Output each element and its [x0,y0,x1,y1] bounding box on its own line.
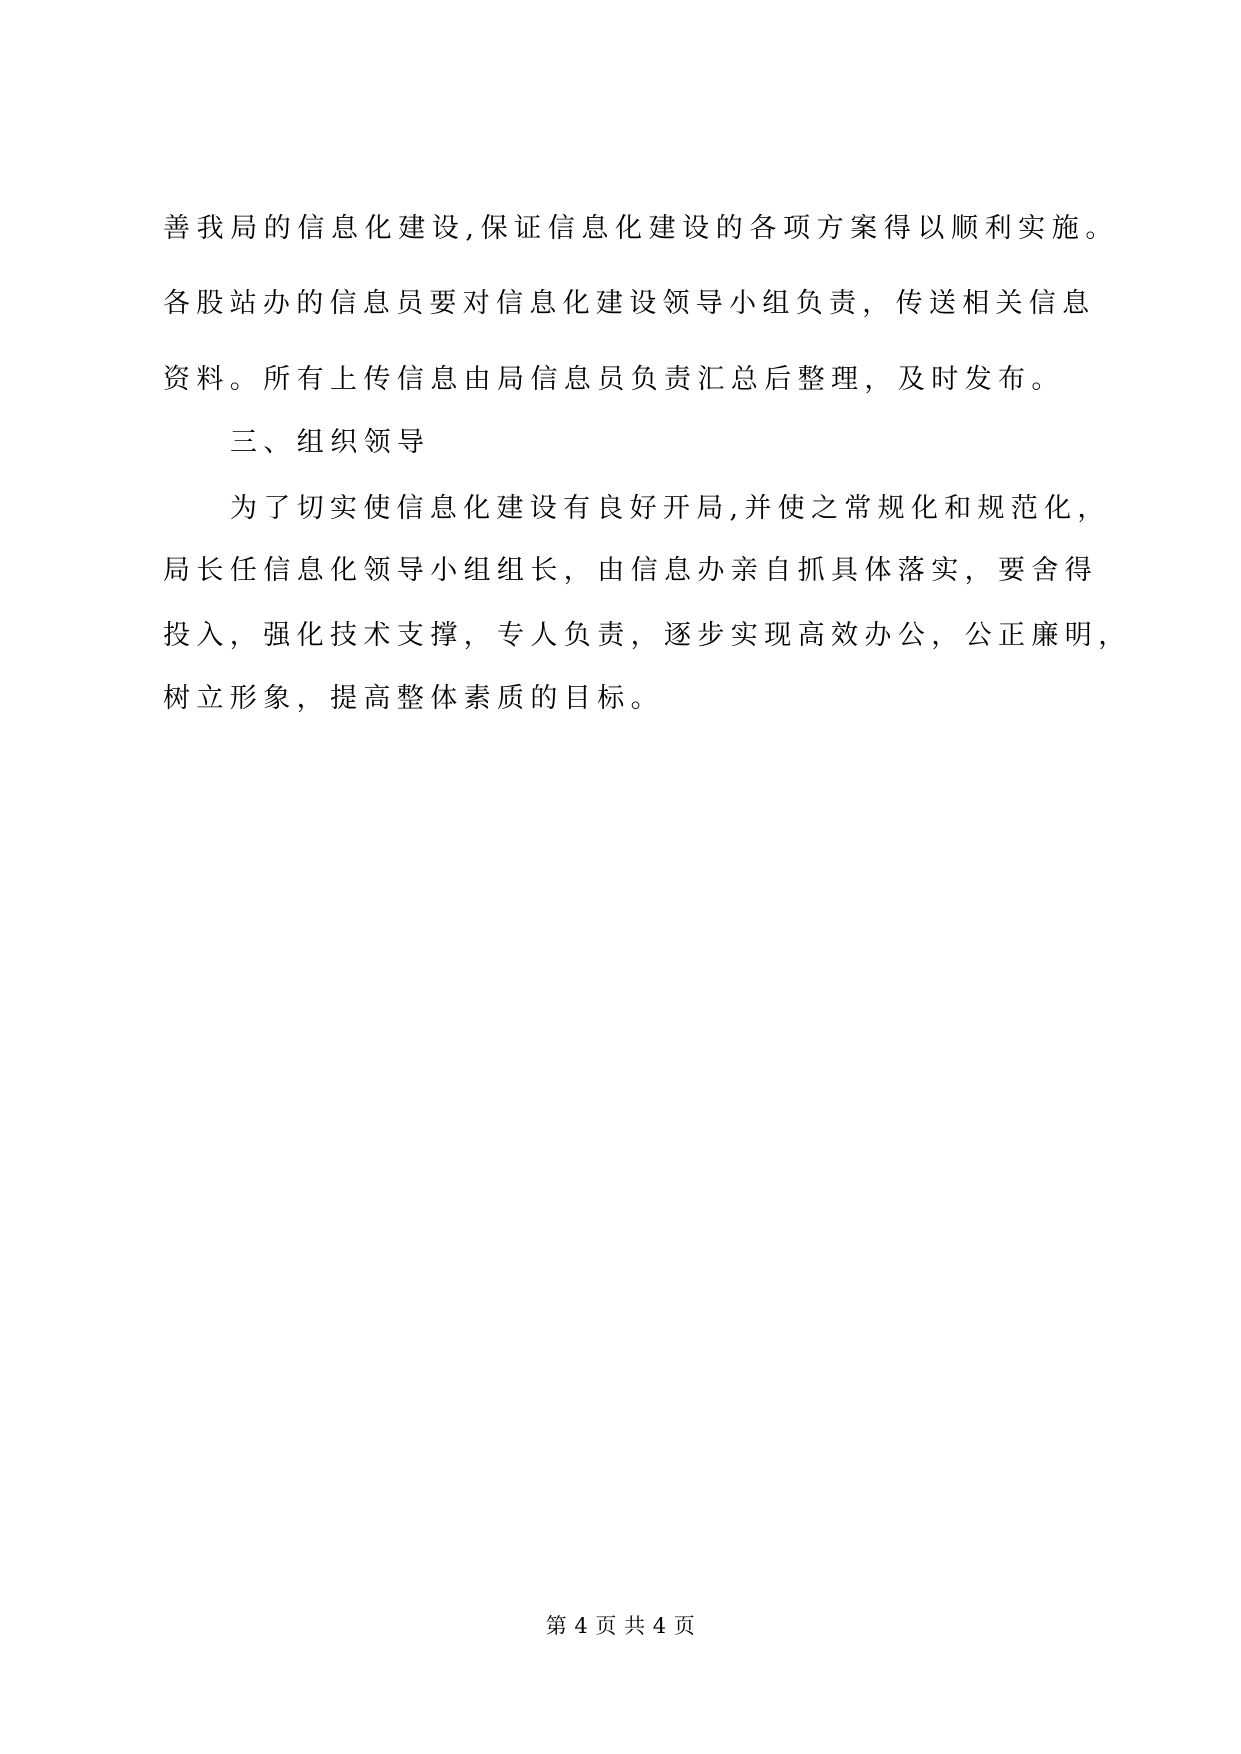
page-number-footer: 第 4 页 共 4 页 [545,1614,696,1638]
body-text-line: 善我局的信息化建设,保证信息化建设的各项方案得以顺利实施。 [163,213,1119,244]
body-text-line: 资料。所有上传信息由局信息员负责汇总后整理，及时发布。 [163,364,1065,395]
section-heading: 三、组织领导 [230,427,431,458]
body-text-line: 局长任信息化领导小组组长，由信息办亲自抓具体落实，要舍得 [163,555,1099,586]
body-text-line: 投入，强化技术支撑，专人负责，逐步实现高效办公，公正廉明， [163,620,1132,651]
body-text-line: 树立形象，提高整体素质的目标。 [163,683,664,714]
body-text-line: 为了切实使信息化建设有良好开局,并使之常规化和规范化， [230,493,1111,524]
body-text-line: 各股站办的信息员要对信息化建设领导小组负责，传送相关信息 [163,288,1096,319]
